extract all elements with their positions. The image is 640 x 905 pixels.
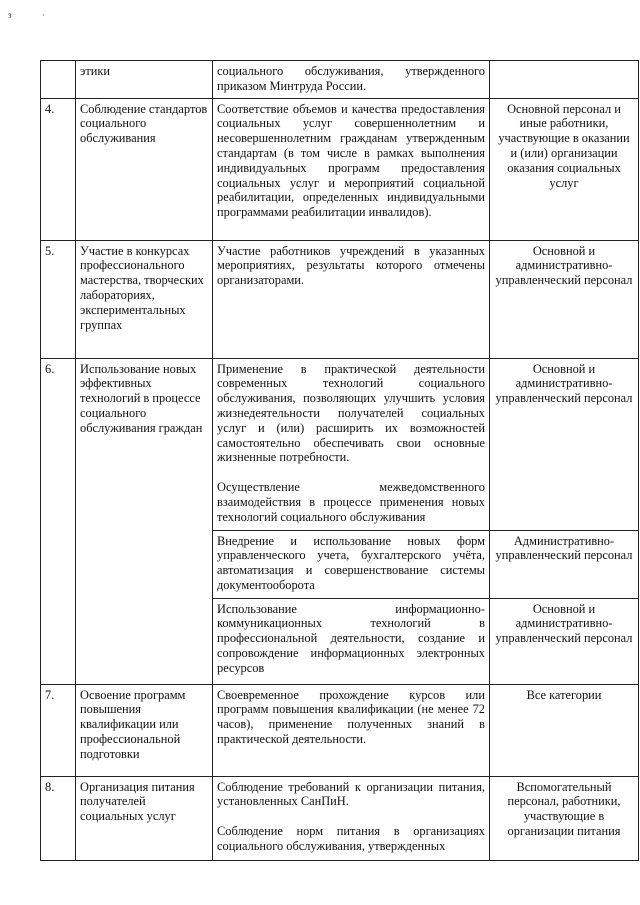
criterion-name: Соблюдение стандартов социального обслуживания <box>76 98 213 240</box>
row-number <box>41 61 76 99</box>
staff-category: Основной и административно-управленческий персонал <box>490 358 639 530</box>
criterion-name: этики <box>76 61 213 99</box>
table-row <box>41 358 639 530</box>
page-mark: з <box>8 10 12 20</box>
staff-category: Основной и административно-управленческий персонал <box>490 240 639 358</box>
criterion-description <box>213 598 490 684</box>
table-row <box>41 98 639 240</box>
staff-category: Все категории <box>490 684 639 776</box>
description-paragraph: Осуществление межведомственного взаимодействия в процессе применения новых технологий социального обслуживания <box>217 480 485 524</box>
staff-category <box>490 61 639 99</box>
row-number: 4. <box>41 98 76 240</box>
description-paragraph: Использование информационно-коммуникационных технологий в профессиональной деятельности, создание и сопровождение информационных электронных ресурсов <box>217 601 485 675</box>
page-marks <box>8 10 73 20</box>
criterion-name: Участие в конкурсах профессионального мастерства, творческих лабораториях, экспериментальных группах <box>76 240 213 358</box>
description-paragraph: Соблюдение требований к организации питания, установленных СанПиН. <box>217 779 485 809</box>
table-row <box>41 684 639 776</box>
staff-category: Основной персонал и иные работники, участвующие в оказании и (или) организации оказания социальных услуг <box>490 98 639 240</box>
description-paragraph: социального обслуживания, утвержденного приказом Минтруда России. <box>217 64 485 93</box>
page-mark: · <box>41 10 45 20</box>
row-number: 6. <box>41 358 76 684</box>
criterion-description <box>213 358 490 530</box>
table-row <box>41 776 639 860</box>
criterion-description <box>213 530 490 598</box>
description-paragraph: Применение в практической деятельности современных технологий социального обслуживания, позволяющих улучшить условия жизнедеятельности получателей социальных услуг и (или) расширить их возможностей самостоятельно обеспечивать свои основные жизненные потребности. <box>217 361 485 465</box>
criterion-name: Освоение программ повышения квалификации или профессиональной подготовки <box>76 684 213 776</box>
row-number: 7. <box>41 684 76 776</box>
description-paragraph: Соответствие объемов и качества предоставления социальных услуг совершеннолетним и несовершеннолетним гражданам утвержденным стандартам (в том числе в рамках выполнения индивидуальных программ предоставления социальных услуг и мероприятий социальной реабилитации, определенных индивидуальными программами реабилитации инвалидов). <box>217 101 485 220</box>
table-row <box>41 240 639 358</box>
description-paragraph: Соблюдение норм питания в организациях социального обслуживания, утвержденных <box>217 824 485 853</box>
description-paragraph: Внедрение и использование новых форм управленческого учета, бухгалтерского учёта, автоматизация и совершенствование системы документооборота <box>217 533 485 592</box>
criterion-description <box>213 684 490 776</box>
table-row <box>41 61 639 99</box>
staff-category: Административно-управленческий персонал <box>490 530 639 598</box>
staff-category: Основной и административно-управленческий персонал <box>490 598 639 684</box>
criterion-description <box>213 776 490 860</box>
criterion-name: Использование новых эффективных технологий в процессе социального обслуживания граждан <box>76 358 213 684</box>
criteria-table <box>40 60 639 861</box>
criterion-description <box>213 61 490 99</box>
description-paragraph: Своевременное прохождение курсов или программ повышения квалификации (не менее 72 часов), применение полученных знаний в практической деятельности. <box>217 687 485 746</box>
description-paragraph: Участие работников учреждений в указанных мероприятиях, результаты которого отмечены организаторами. <box>217 243 485 288</box>
criterion-description <box>213 240 490 358</box>
criterion-name: Организация питания получателей социальных услуг <box>76 776 213 860</box>
row-number: 5. <box>41 240 76 358</box>
criterion-description <box>213 98 490 240</box>
row-number: 8. <box>41 776 76 860</box>
staff-category: Вспомогательный персонал, работники, участвующие в организации питания <box>490 776 639 860</box>
